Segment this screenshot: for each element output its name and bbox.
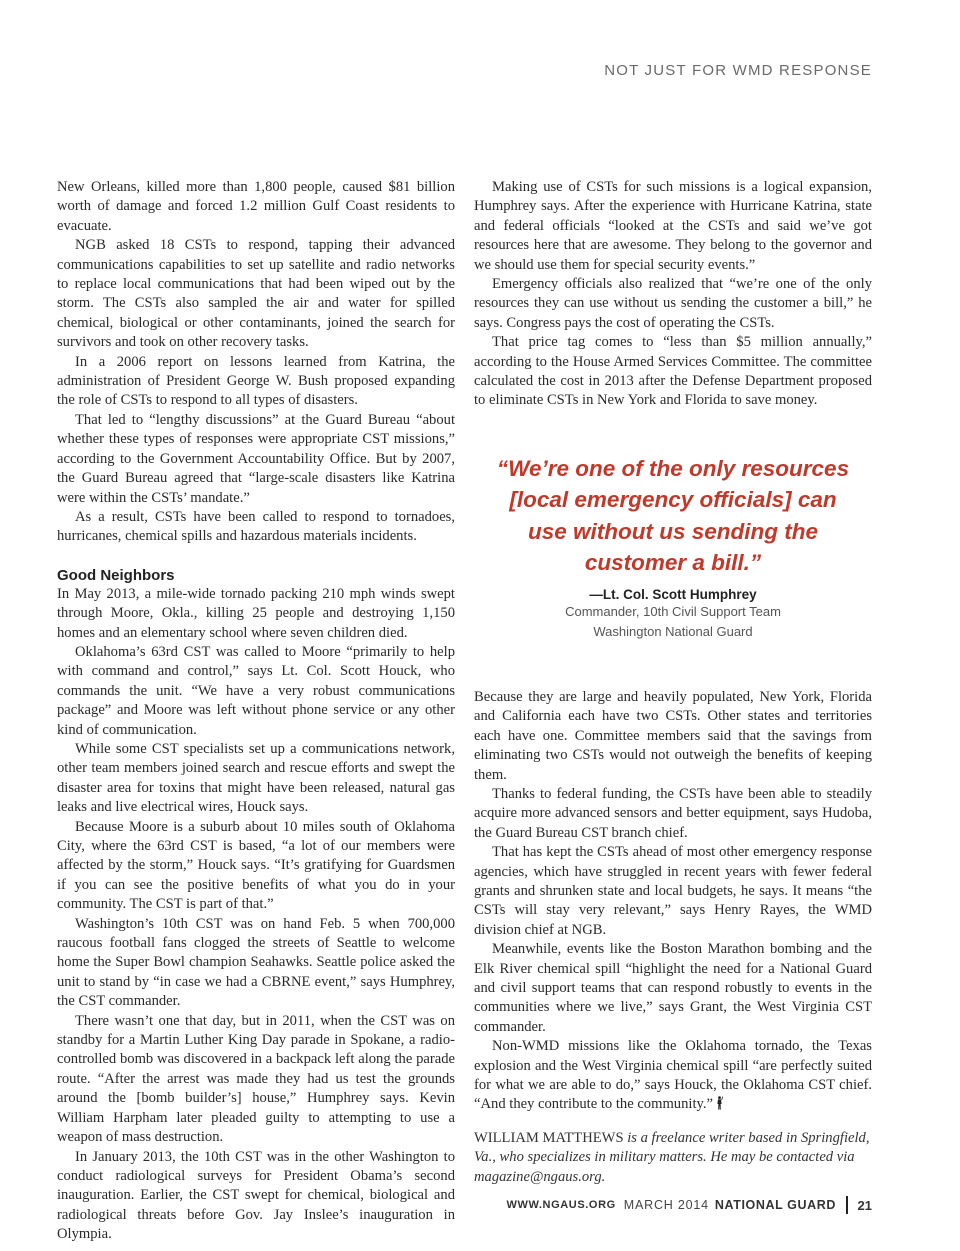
paragraph: Because they are large and heavily populated, New York, Florida and California each have two CSTs. Other states and territories each have one. Committee members said that the savings from eliminating two CSTs would not outweigh the benefits of keeping them. [474, 688, 872, 783]
paragraph: That has kept the CSTs ahead of most other emergency response agencies, which have struggled in recent years with fewer federal grants and shrunken state and local budgets, he says. It means “the CSTs will stay very relevant,” says Henry Rayes, the WMD division chief at NGB. [474, 844, 872, 938]
paragraph: That led to “lengthy discussions” at the Guard Bureau “about whether these types of responses were appropriate CST missions,” according to the Government Accountability Office. But by 2007, the Guard Bureau agreed that “large-scale disasters like Katrina were within the CSTs’ mandate.” [57, 411, 455, 506]
running-head: NOT JUST FOR WMD RESPONSE [604, 62, 872, 79]
paragraph: That price tag comes to “less than $5 million annually,” according to the House Armed Services Committee. The committee calculated the cost in 2013 after the Defense Department proposed to eliminate CSTs in New York and Florida to save money. [474, 334, 872, 409]
paragraph: In May 2013, a mile-wide tornado packing 210 mph winds swept through Moore, Okla., killing 25 people and destroying 1,150 homes and an elementary school where seven children died. [57, 585, 455, 641]
paragraph: NGB asked 18 CSTs to respond, tapping their advanced communications capabilities to set up satellite and radio networks to replace local communications that had been wiped out by the storm. The CSTs also sampled the air and water for spilled chemical, biological or other contaminants, joined the search for survivors and took on other recovery tasks. [57, 237, 455, 351]
author-name: WILLIAM MATTHEWS [474, 1129, 624, 1146]
right-column [474, 178, 872, 1187]
paragraph-final-text: Non-WMD missions like the Oklahoma tornado, the Texas explosion and the West Virginia chemical spill “are perfectly suited for what we are able to do,” says Houck, the Oklahoma CST chief. “And they contribute to the community.” [474, 1038, 872, 1113]
footer-divider [846, 1196, 848, 1214]
pull-quote-text: “We’re one of the only resources [local emergency officials] can use without us sending the customer a bill.” [496, 455, 850, 576]
paragraph: Making use of CSTs for such missions is a logical expansion, Humphrey says. After the experience with Hurricane Katrina, state and federal officials “looked at the CSTs and said we’ve got resources here that are awesome. They belong to the governor and we should use them for special security events.” [474, 179, 872, 273]
paragraph: Oklahoma’s 63rd CST was called to Moore “primarily to help with command and control,” says Lt. Col. Scott Houck, who commands the unit. “We have a very robust communications package” and Moore was left without phone service or any other kind of communication. [57, 643, 455, 738]
paragraph: Because Moore is a suburb about 10 miles south of Oklahoma City, where the 63rd CST is based, “a lot of our members were affected by the storm,” Houck says. “It’s gratifying for Guardsmen if you can see the positive benefits of what you do in your community. The CST is part of that.” [57, 818, 455, 913]
pull-quote [474, 453, 872, 642]
paragraph: As a result, CSTs have been called to respond to tornadoes, hurricanes, chemical spills and hazardous materials incidents. [57, 508, 455, 545]
paragraph: Thanks to federal funding, the CSTs have been able to steadily acquire more advanced sensors and better equipment, says Hudoba, the Guard Bureau CST branch chief. [474, 785, 872, 841]
minuteman-icon [716, 1096, 723, 1110]
page-number: 21 [857, 1197, 872, 1213]
footer-magazine-title: NATIONAL GUARD [714, 1198, 837, 1212]
paragraph: In a 2006 report on lessons learned from Katrina, the administration of President George W. Bush proposed expanding the role of CSTs to respond to all types of disasters. [57, 353, 455, 409]
paragraph: New Orleans, killed more than 1,800 people, caused $81 billion worth of damage and forced 1.2 million Gulf Coast residents to evacuate. [57, 179, 455, 234]
page-footer [507, 1196, 872, 1214]
paragraph: Washington’s 10th CST was on hand Feb. 5 when 700,000 raucous football fans clogged the streets of Seattle to welcome home the Super Bowl champion Seahawks. Seattle police asked the unit to stand by “in case we had a CBRNE event,” says Humphrey, the CST commander. [57, 915, 455, 1010]
pull-quote-unit: Washington National Guard [593, 623, 753, 639]
author-bio [474, 1129, 872, 1187]
paragraph: In January 2013, the 10th CST was in the other Washington to conduct radiological surveys for President Obama’s second inauguration. Earlier, the CST swept for chemical, biological and radiological threats before Gov. Jay Inslee’s inauguration in Olympia. [57, 1148, 455, 1243]
paragraph: Meanwhile, events like the Boston Marathon bombing and the Elk River chemical spill “highlight the need for a National Guard and civil support teams that can respond robustly to events in the communities where we live,” says Grant, the West Virginia CST commander. [474, 941, 872, 1035]
left-paragraphs-a [57, 178, 455, 547]
footer-issue-date: MARCH 2014 [623, 1198, 709, 1212]
author-bio-text: is a freelance writer based in Springfield, Va., who specializes in military matters. He may be contacted via magazine@ngaus.org. [474, 1129, 870, 1185]
left-paragraphs-b [57, 585, 455, 1245]
section-subhead: Good Neighbors [57, 566, 175, 584]
pull-quote-attribution: —Lt. Col. Scott Humphrey [589, 586, 757, 602]
paragraph: There wasn’t one that day, but in 2011, when the CST was on standby for a Martin Luther King Day parade in Spokane, a radio-controlled bomb was discovered in a backpack left along the parade route. “After the arrest was made they had us test the grounds around the [bomb builder’s] house,” Humphrey says. Kevin William Harpham later pleaded guilty to attempting to use a weapon of mass destruction. [57, 1012, 455, 1146]
right-paragraphs-b [474, 688, 872, 1115]
paragraph: Emergency officials also realized that “we’re one of the only resources they can use without us sending the customer a bill,” he says. Congress pays the cost of operating the CSTs. [474, 276, 872, 331]
footer-website: WWW.NGAUS.ORG [506, 1199, 616, 1211]
pull-quote-title: Commander, 10th Civil Support Team [565, 603, 781, 619]
paragraph-final [474, 1037, 872, 1115]
right-paragraphs-a [474, 178, 872, 411]
left-column [57, 178, 455, 1245]
paragraph: While some CST specialists set up a communications network, other team members joined search and rescue efforts and swept the disaster area for toxins that might have been released, natural gas leaks and live electrical wires, Houck says. [57, 740, 455, 816]
